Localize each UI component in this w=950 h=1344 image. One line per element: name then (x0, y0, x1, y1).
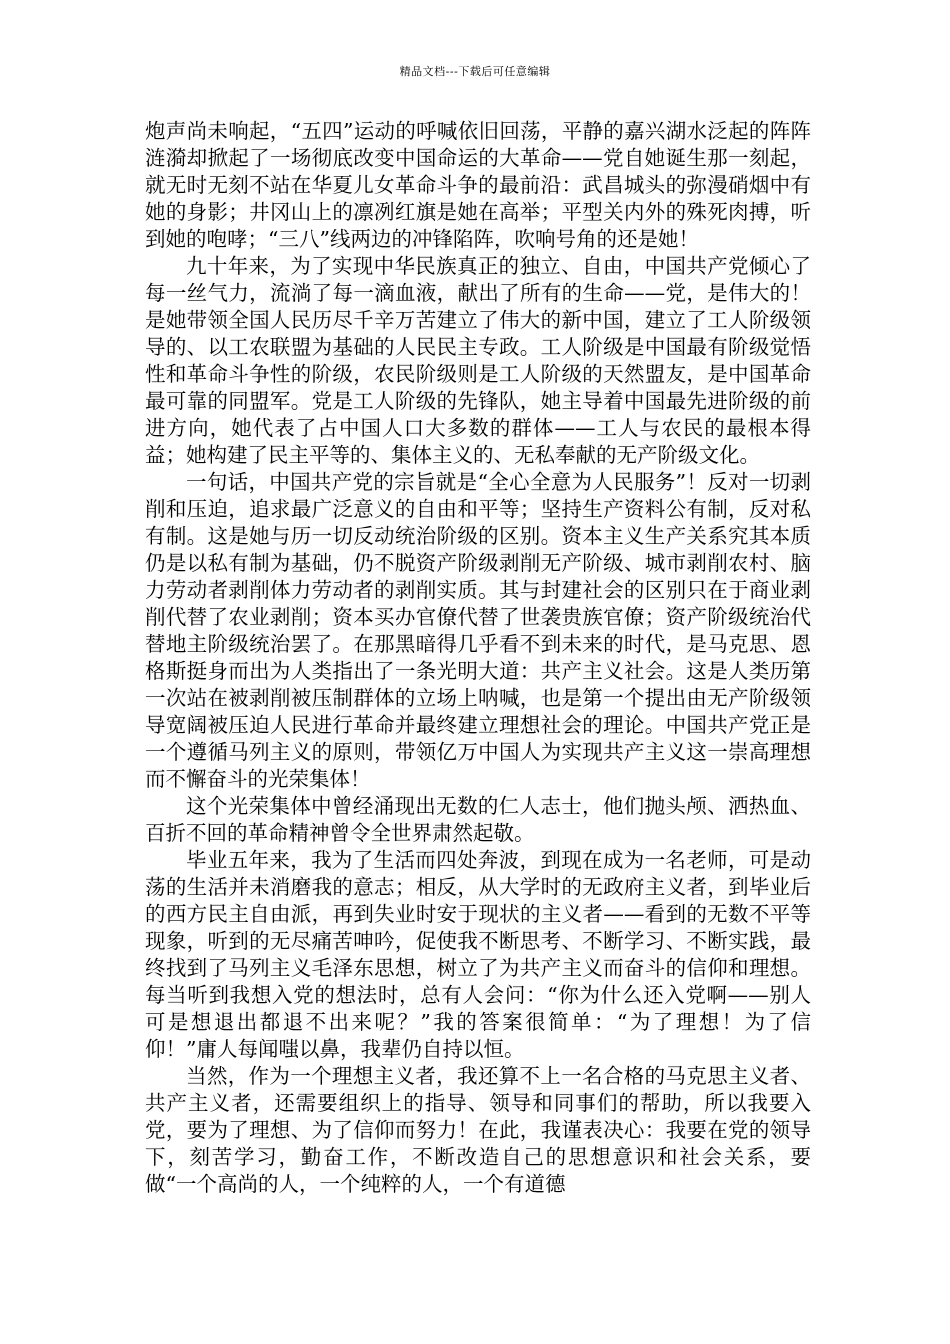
document-body (145, 118, 811, 1198)
paragraph-2: 九十年来，为了实现中华民族真正的独立、自由，中国共产党倾心了每一丝气力，流淌了每一滴血液，献出了所有的生命——党，是伟大的！是她带领全国人民历尽千辛万苦建立了伟大的新中国，建立了工人阶级领导的、以工农联盟为基础的人民民主专政。工人阶级是中国最有阶级觉悟性和革命斗争性的阶级，农民阶级则是工人阶级的天然盟友，是中国革命最可靠的同盟军。党是工人阶级的先锋队，她主导着中国最先进阶级的前进方向，她代表了占中国人口大多数的群体——工人与农民的最根本得益；她构建了民主平等的、集体主义的、无私奉献的无产阶级文化。 (145, 254, 811, 467)
paragraph-6: 当然，作为一个理想主义者，我还算不上一名合格的马克思主义者、共产主义者，还需要组织上的指导、领导和同事们的帮助，所以我要入党，要为了理想、为了信仰而努力！在此，我谨表决心：我要在党的领导下，刻苦学习，勤奋工作，不断改造自己的思想意识和社会关系，要做“一个高尚的人，一个纯粹的人，一个有道德 (145, 1064, 811, 1196)
paragraph-1: 炮声尚未响起，“五四”运动的呼喊依旧回荡，平静的嘉兴湖水泛起的阵阵涟漪却掀起了一场彻底改变中国命运的大革命——党自她诞生那一刻起，就无时无刻不站在华夏儿女革命斗争的最前沿：武昌城头的弥漫硝烟中有她的身影；井冈山上的凛冽红旗是她在高举；平型关内外的殊死肉搏，听到她的咆哮；“三八”线两边的冲锋陷阵，吹响号角的还是她！ (145, 119, 811, 251)
page-header: 精品文档---下载后可任意编辑 (399, 65, 551, 78)
paragraph-5: 毕业五年来，我为了生活而四处奔波，到现在成为一名老师，可是动荡的生活并未消磨我的意志；相反，从大学时的无政府主义者，到毕业后的西方民主自由派，再到失业时安于现状的主义者——看到的无数不平等现象，听到的无尽痛苦呻吟，促使我不断思考、不断学习、不断实践，最终找到了马列主义毛泽东思想，树立了为共产主义而奋斗的信仰和理想。每当听到我想入党的想法时，总有人会问：“你为什么还入党啊——别人可是想退出都退不出来呢？”我的答案很简单：“为了理想！为了信仰！”庸人每闻嗤以鼻，我辈仍自持以恒。 (145, 848, 811, 1061)
paragraph-4: 这个光荣集体中曾经涌现出无数的仁人志士，他们抛头颅、洒热血、百折不回的革命精神曾令全世界肃然起敬。 (145, 794, 811, 845)
paragraph-3: 一句话，中国共产党的宗旨就是“全心全意为人民服务”！反对一切剥削和压迫，追求最广泛意义的自由和平等；坚持生产资料公有制，反对私有制。这是她与历一切反动统治阶级的区别。资本主义生产关系究其本质仍是以私有制为基础，仍不脱资产阶级剥削无产阶级、城市剥削农村、脑力劳动者剥削体力劳动者的剥削实质。其与封建社会的区别只在于商业剥削代替了农业剥削；资本买办官僚代替了世袭贵族官僚；资产阶级统治代替地主阶级统治罢了。在那黑暗得几乎看不到未来的时代，是马克思、恩格斯挺身而出为人类指出了一条光明大道：共产主义社会。这是人类历第一次站在被剥削被压制群体的立场上呐喊，也是第一个提出由无产阶级领导宽阔被压迫人民进行革命并最终建立理想社会的理论。中国共产党正是一个遵循马列主义的原则，带领亿万中国人为实现共产主义这一崇高理想而不懈奋斗的光荣集体！ (145, 470, 811, 791)
